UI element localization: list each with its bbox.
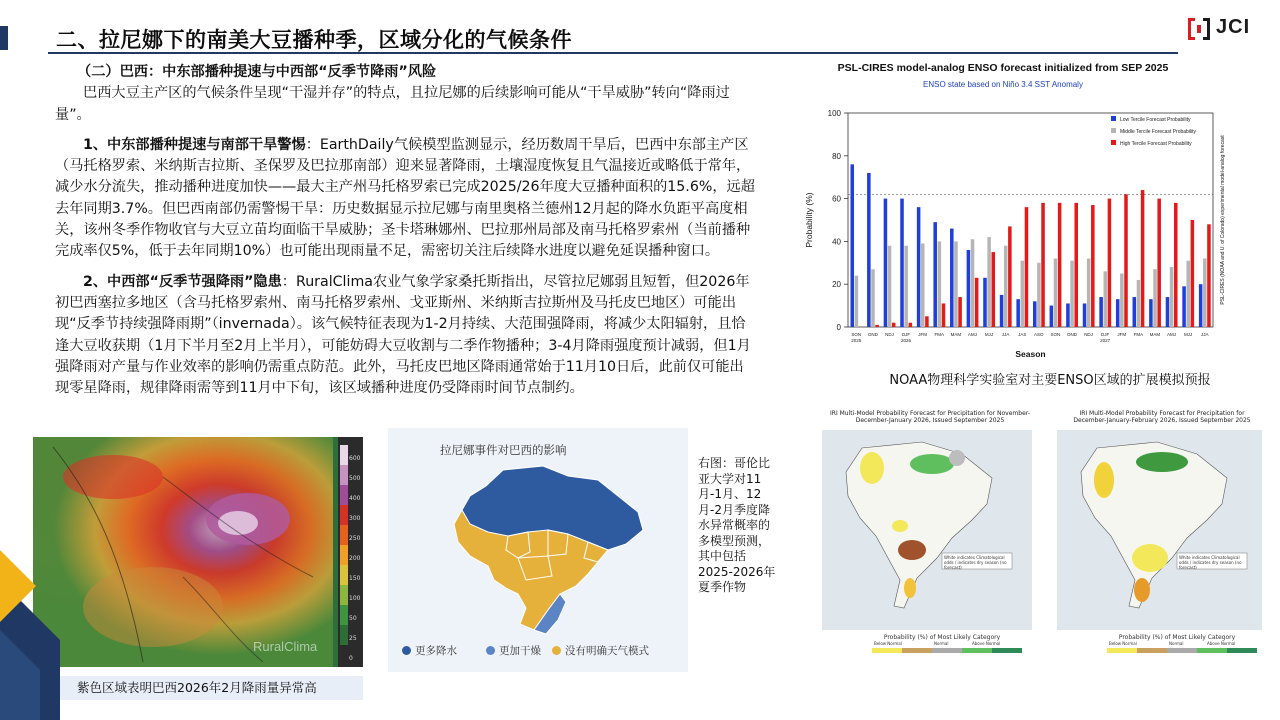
legend-more-rain: 更多降水: [402, 643, 457, 658]
enso-bar: [1141, 190, 1145, 327]
corner-decoration: [0, 540, 60, 720]
enso-y-tick-label: 40: [832, 237, 841, 247]
enso-x-tick-label: JFM: [1117, 332, 1127, 337]
enso-x-tick-label: JFM: [918, 332, 928, 337]
enso-bar: [904, 246, 908, 327]
legend-dot-drier: [486, 646, 495, 655]
enso-bar: [958, 297, 962, 327]
enso-bar: [1091, 205, 1095, 327]
enso-bar: [875, 325, 879, 327]
rainfall-anomaly-map: [33, 437, 363, 667]
point-2-body: ：RuralClima农业气象学家桑托斯指出，尽管拉尼娜弱且短暂，但2026年初巴西塞拉多地区（含马托格罗索州、南马托格罗索州、戈亚斯州、米纳斯吉拉斯州及马托皮巴地区）可能出现“反季节持续强降雨期”（invernada）。该气候特征表现为1-2月持续、大范围强降雨，将减少太阳辐射，且恰逢大豆收获期（1月下半月至2月上半月），可能妨碍大豆收割与二季作物播种；3-4月降雨强度预计减弱，但1月强降雨对产量与作业效率的影响仍需重点防范。此外，马托皮巴地区降雨通常始于11月10日后，此前仅可能出现零星降雨，规律降雨需等到11月中下旬，该区域播种进度仍受降雨时间节点制约。: [55, 273, 751, 397]
enso-y-tick-label: 20: [832, 280, 841, 290]
brazil-map-title: 拉尼娜事件对巴西的影响: [440, 443, 567, 457]
enso-bar: [909, 323, 913, 327]
enso-bar: [892, 323, 896, 327]
iri-right-cat-above: Above Normal: [1207, 641, 1236, 646]
point-2-paragraph: [55, 272, 755, 400]
enso-x-tick-label: OND: [1066, 332, 1077, 337]
jci-logo-icon: [1186, 16, 1212, 42]
enso-bar: [1074, 203, 1078, 327]
enso-legend-label: Middle Tercile Forecast Probability: [1120, 129, 1197, 135]
section-subheading: （二）巴西：中东部播种提速与中西部“反季节降雨”风险: [77, 64, 437, 80]
enso-bar: [1033, 301, 1037, 327]
enso-x-tick-label: JJA: [1200, 332, 1209, 337]
enso-x-tick-year: 2027: [1100, 338, 1111, 343]
enso-bar: [1149, 299, 1153, 327]
rainfall-scale-label: 150: [349, 575, 361, 582]
enso-x-tick-year: 2025: [851, 338, 862, 343]
rainfall-scale-label: 300: [349, 515, 361, 522]
enso-bar: [967, 250, 971, 327]
enso-bar: [1070, 261, 1074, 327]
enso-chart-subtitle: ENSO state based on Niño 3.4 SST Anomaly: [923, 80, 1083, 89]
enso-x-tick-label: SON: [1050, 332, 1061, 337]
point-1-body: ：EarthDaily气候模型监测显示，经历数周干旱后，巴西中东部主产区（马托格罗索、米纳斯吉拉斯、圣保罗及巴拉那南部）迎来显著降雨，土壤湿度恢复且气温接近或略低于常年，减少水分流失，推动播种进度加快——最大主产州马托格罗索已完成2025/26年度大豆播种面积的15.6%，远超去年同期3.7%。但巴西南部仍需警惕干旱：历史数据显示拉尼娜与南里奥格兰德州12月起的降水负距平高度相关，该州冬季作物收官与大豆立苗均面临干旱威胁；圣卡塔琳娜州、巴拉那州局部及南马托格罗索州（当前播种完成率仅5%，低于去年同期10%）也可能出现雨量不足，需密切关注后续降水进度以避免延误播种窗口。: [55, 136, 755, 260]
enso-x-tick-label: ASO: [1034, 332, 1044, 337]
enso-bar: [1174, 203, 1178, 327]
enso-x-tick-year: 2026: [901, 338, 912, 343]
enso-x-tick-label: MAM: [1149, 332, 1161, 337]
rainfall-scale-label: 500: [349, 475, 361, 482]
iri-left-cat-normal: Normal: [934, 641, 949, 646]
enso-chart-title: PSL-CIRES model-analog ENSO forecast initialized from SEP 2025: [837, 62, 1169, 74]
rainfall-scale-label: 600: [349, 455, 361, 462]
enso-bar: [1037, 263, 1041, 327]
enso-bar: [1104, 271, 1108, 327]
enso-x-tick-label: JAS: [1018, 332, 1027, 337]
iri-side-note: 右图：哥伦比亚大学对11月-1月、12月-2月季度降水异常概率的多模型预测，其中包括2025-2026年夏季作物: [698, 456, 776, 594]
enso-legend-swatch: [1111, 128, 1116, 133]
iri-left-title: IRI Multi-Model Probability Forecast for Precipitation for November-December-January 2026, Issued September 2025: [830, 410, 1031, 424]
enso-bar: [1066, 303, 1070, 327]
enso-chart-svg: [788, 55, 1238, 365]
enso-bar: [992, 252, 996, 327]
enso-x-axis-label: Season: [1015, 349, 1046, 359]
enso-bar: [900, 199, 904, 327]
enso-bar: [954, 241, 958, 327]
enso-bar: [938, 241, 942, 327]
enso-bar: [1021, 261, 1025, 327]
body-text: [55, 62, 755, 399]
enso-bar: [1186, 261, 1190, 327]
enso-bar: [1025, 207, 1029, 327]
iri-right-note: White indicates Climatological odds / indicates dry season (no forecast): [1179, 555, 1242, 570]
logo-text: JCI: [1216, 16, 1251, 38]
jci-logo: [1186, 14, 1270, 44]
enso-x-tick-label: OND: [867, 332, 878, 337]
enso-bar: [975, 278, 979, 327]
enso-bar: [1157, 199, 1161, 327]
rainfall-scale-label: 400: [349, 495, 361, 502]
enso-bar: [1203, 259, 1207, 327]
enso-legend-swatch: [1111, 140, 1116, 145]
enso-bar: [1016, 299, 1020, 327]
rainfall-scale-label: 100: [349, 595, 361, 602]
enso-bar: [1008, 226, 1012, 327]
enso-bar: [1124, 194, 1128, 327]
iri-left-axis-label: Probability (%) of Most Likely Category: [883, 634, 1001, 641]
enso-bar: [1182, 286, 1186, 327]
enso-bar: [1041, 203, 1045, 327]
enso-bar: [983, 278, 987, 327]
iri-left-cat-below: Below Normal: [874, 641, 902, 646]
enso-bar: [1000, 295, 1004, 327]
rainfall-scale-label: 250: [349, 535, 361, 542]
left-figure-caption: 紫色区域表明巴西2026年2月降雨量异常高: [33, 676, 363, 700]
enso-bar: [942, 303, 946, 327]
enso-bar: [888, 246, 892, 327]
rainfall-map-graphic: [33, 437, 363, 667]
enso-bar: [925, 316, 929, 327]
enso-bar: [1120, 274, 1124, 328]
enso-legend-label: High Tercile Forecast Probability: [1120, 141, 1192, 147]
rainfall-scale: [349, 449, 363, 667]
enso-bar: [1050, 306, 1054, 327]
point-2-title: 2、中西部“反季节强降雨”隐患: [83, 273, 282, 290]
enso-x-tick-label: FMA: [1133, 332, 1144, 337]
enso-bar: [1207, 224, 1211, 327]
iri-right-cat-normal: Normal: [1169, 641, 1184, 646]
iri-left-cat-above: Above Normal: [972, 641, 1001, 646]
page-title: 二、拉尼娜下的南美大豆播种季，区域分化的气候条件: [56, 28, 572, 52]
enso-bar: [1166, 297, 1170, 327]
enso-bar: [1087, 259, 1091, 327]
enso-y-tick-label: 0: [836, 323, 841, 332]
intro-paragraph: 巴西大豆主产区的气候条件呈现“干湿并存”的特点，且拉尼娜的后续影响可能从“干旱威胁”转向“降雨过量”。: [55, 85, 730, 123]
iri-right-axis-label: Probability (%) of Most Likely Category: [1118, 634, 1236, 641]
enso-bar: [1116, 299, 1120, 327]
enso-bar: [1133, 297, 1137, 327]
enso-bar: [1153, 269, 1157, 327]
enso-x-tick-label: FMA: [934, 332, 944, 337]
enso-bar: [867, 173, 871, 327]
enso-legend-swatch: [1111, 116, 1116, 121]
rainfall-scale-label: 25: [349, 635, 357, 642]
enso-right-label: PSL-CIRES (NOAA and U. of Colorado) experimental model-analog forecast: [1220, 135, 1226, 305]
enso-legend-label: Low Tercile Forecast Probability: [1120, 117, 1191, 123]
enso-bar: [933, 222, 937, 327]
legend-dot-no-pattern: [552, 646, 561, 655]
enso-bar: [971, 239, 975, 327]
enso-bar: [1083, 303, 1087, 327]
iri-right-title: IRI Multi-Model Probability Forecast for Precipitation for December-January-February 2026, Issued September 2025: [1073, 410, 1251, 424]
enso-bar: [1099, 297, 1103, 327]
enso-bar: [1137, 280, 1141, 327]
enso-bar: [1170, 267, 1174, 327]
rainfall-scale-label: 0: [349, 655, 353, 662]
brazil-map-graphic: [448, 462, 648, 637]
enso-bar: [850, 164, 854, 327]
enso-x-tick-label: DJF: [901, 332, 911, 337]
enso-bar: [1108, 199, 1112, 327]
legend-dot-more-rain: [402, 646, 411, 655]
iri-left-note: White indicates Climatological odds / indicates dry season (no forecast): [944, 555, 1007, 570]
legend-no-pattern: 没有明确天气模式: [552, 643, 649, 658]
point-1-paragraph: [55, 135, 755, 263]
enso-x-tick-label: SON: [851, 332, 862, 337]
enso-y-tick-label: 60: [832, 194, 841, 204]
iri-right-cat-below: Below Normal: [1109, 641, 1137, 646]
enso-x-tick-label: AMJ: [1167, 332, 1177, 337]
enso-x-tick-label: AMJ: [967, 332, 977, 337]
enso-x-tick-label: NDJ: [885, 332, 894, 337]
enso-y-tick-label: 100: [827, 109, 841, 118]
enso-bar: [987, 237, 991, 327]
point-1-title: 1、中东部播种提速与南部干旱警惕: [83, 136, 306, 153]
enso-bar: [1054, 259, 1058, 327]
iri-maps-graphic: [812, 408, 1267, 666]
enso-x-tick-label: MJJ: [984, 332, 994, 337]
rainfall-scale-label: 50: [349, 615, 357, 622]
enso-bar: [950, 229, 954, 327]
enso-forecast-chart: [788, 55, 1238, 365]
title-accent: [0, 26, 8, 50]
enso-x-tick-label: MJJ: [1183, 332, 1193, 337]
enso-bar: [871, 269, 875, 327]
title-divider: [48, 52, 1178, 54]
enso-bar: [917, 207, 921, 327]
enso-x-tick-label: DJF: [1101, 332, 1110, 337]
enso-bar: [884, 199, 888, 327]
enso-y-axis-label: Probability (%): [804, 192, 814, 248]
enso-chart-caption: NOAA物理科学实验室对主要ENSO区域的扩展模拟预报: [889, 373, 1211, 388]
enso-bar: [1199, 284, 1203, 327]
enso-bar: [921, 244, 925, 327]
enso-bar: [1058, 203, 1062, 327]
enso-y-tick-label: 80: [832, 151, 841, 161]
enso-x-tick-label: MAM: [950, 332, 962, 337]
legend-drier: 更加干燥: [486, 643, 541, 658]
ruralclima-watermark: RuralClima: [253, 639, 318, 654]
enso-x-tick-label: NDJ: [1084, 332, 1093, 337]
brazil-la-nina-map: [388, 428, 688, 672]
enso-bar: [1191, 220, 1195, 327]
enso-bar: [1004, 246, 1008, 327]
title-bar: [0, 22, 1180, 52]
rainfall-scale-label: 200: [349, 555, 361, 562]
enso-x-tick-label: JJA: [1001, 332, 1010, 337]
iri-precip-forecast-maps: [812, 408, 1267, 666]
enso-bar: [855, 276, 859, 327]
